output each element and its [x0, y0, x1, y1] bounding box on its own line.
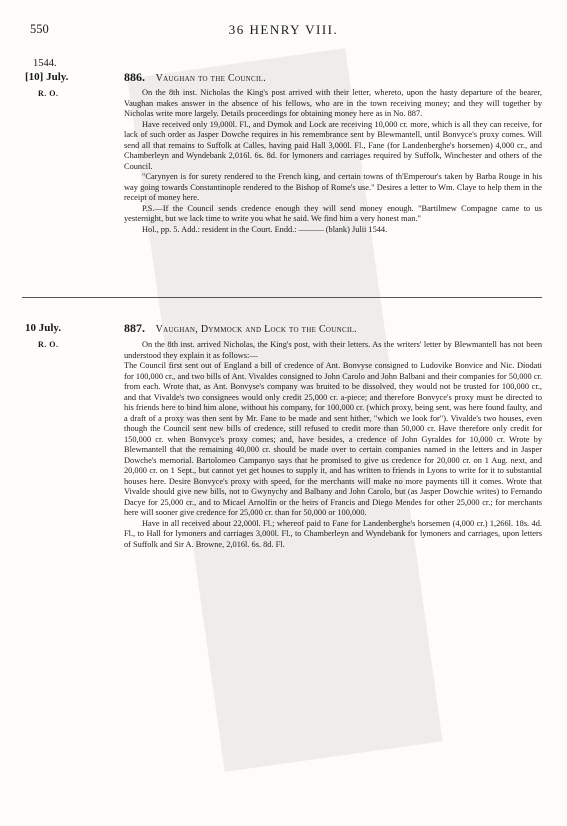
entry-body — [124, 88, 542, 235]
paragraph: Hol., pp. 5. Add.: resident in the Court. Endd.: ——— (blank) Julii 1544. — [142, 224, 388, 234]
entry-year: 1544. — [33, 58, 57, 69]
entry-title: Vaughan to the Council. — [155, 73, 267, 84]
entry-source: R. O. — [38, 89, 59, 98]
entry-body — [124, 340, 542, 550]
paragraph: On the 8th inst. Nicholas the King's post arrived with their letter, whereto, upon the hasty departure of the bearer, Vaughan makes answer in the absence of his fellows, who are in the town receiving money; and they will together by Nicholas write more largely. Details proceedings for obtaining money here as in No. 887. — [124, 88, 542, 118]
running-title: 36 HENRY VIII. — [228, 22, 339, 37]
entry-number: 887. — [124, 321, 145, 335]
paragraph: On the 8th inst. arrived Nicholas, the King's post, with their letters. As the writers' letter by Blewmantell has not been understood they explain it as follows:— — [124, 340, 542, 360]
entry-date: 10 July. — [25, 322, 62, 334]
paragraph: Have received only 19,000l. Fl., and Dymok and Lock are receiving 10,000 cr. more, which is all they can receive, for lack of such order as Jasper Dowche requires in his remembrance sent by Blewmantell, until Bonvyce's proxy comes. Will send all that remains to Suffolk at Calles, having paid Hall 3,000l. Fl., Fane (for Landenberghe's horsemen) 4,000 cr., and Chamberleyn and Wyndebank 2,016l. 6s. 8d. for lymoners and carriages required by Suffolk, Winchester and others of the Council. — [124, 119, 542, 171]
entry-source: R. O. — [38, 340, 59, 349]
running-head — [0, 22, 567, 38]
paragraph: The Council first sent out of England a bill of credence of Ant. Bonvyse consigned to Ludovike Bonvice and Nic. Diodati for 100,000 cr., and two bills of Ant. Vivaldes consigned to John Carolo and John Balbani and their companies for 50,000 cr. from each. Wrote that, as Ant. Bonvyse's company was bruited to be dissolved, they would not be trusted for 100,000 cr., and that Vivalde's two consignees would only credit 25,000 cr. a-piece; and therefore Bonvyce's proxy must be directed to his friends here to bind him alone, without his company, for 100,000 cr. (which proxy, being sent, was here found faulty, and a draft of a proxy was then sent by Mr. Fane to be made and sent hither, "which we look for"). Vivalde's two houses, even though the Council sent new bills of credence, still refused to credit more than 50,000 cr. Have therefore only credit for 150,000 cr. when Bonvyce's proxy comes; and, have besides, a credence of John Gyraldes for 10,000 cr. Wrote by Blewmantell that the remaining 40,000 cr. should be made over to certain companies named in the letters and in Jasper Dowche's memorial. Bartolomeo Campanyo says that he promised to give us credence for 20,000 cr. on 1 Aug. next, and 20,000 cr. on 1 Sept., but cannot yet get houses to supply it, and has written to friends in Lyons to write for it to substantial houses here. Desire Bonvyce's proxy with speed, for the merchants will make no more payments till it comes. Wrote that Vivalde should give new bills, not to Gwynychy and Balbany and John Carolo, but (as Jasper Dowchie writes) to Fernando Dacye for 25,000 cr., and to Micael Arnolfin or the heirs of Francis and Diego Mendes for other 25,000 cr.; for merchants here will sooner give credence for 25,000 cr. than for 50,000 or 100,000. — [124, 361, 542, 517]
entry-heading — [124, 70, 266, 85]
paragraph: Have in all received about 22,000l. Fl.; whereof paid to Fane for Landenberghe's horsemen (4,000 cr.) 1,266l. 18s. 4d. Fl., to Hall for lymoners and carriages 3,000l. Fl., to Chamberleyn and Wyndebank for lymoners and carriages, upon letters of Suffolk and Sir A. Browne, 2,016l. 6s. 8d. Fl. — [124, 518, 542, 549]
entry-number: 886. — [124, 70, 145, 84]
paragraph: "Carynyen is for surety rendered to the French king, and certain towns of th'Emperour's taken by Barba Rouge in his way going towards Constantinople rendered to the Bishop of Rome's use." Desires a letter to Wm. Claye to help them in the receipt of money here. — [124, 172, 542, 202]
page-number: 550 — [30, 22, 49, 36]
entry-separator-rule — [22, 297, 542, 298]
entry-title: Vaughan, Dymmock and Lock to the Council. — [155, 324, 357, 335]
entry-date: [10] July. — [25, 71, 69, 83]
paragraph: P.S.—If the Council sends credence enough they will send money enough. "Bartilmew Compagne came to us yesternight, but we lack time to write you what he said. We find him a very honest man." — [124, 203, 542, 223]
entry-heading — [124, 321, 357, 336]
